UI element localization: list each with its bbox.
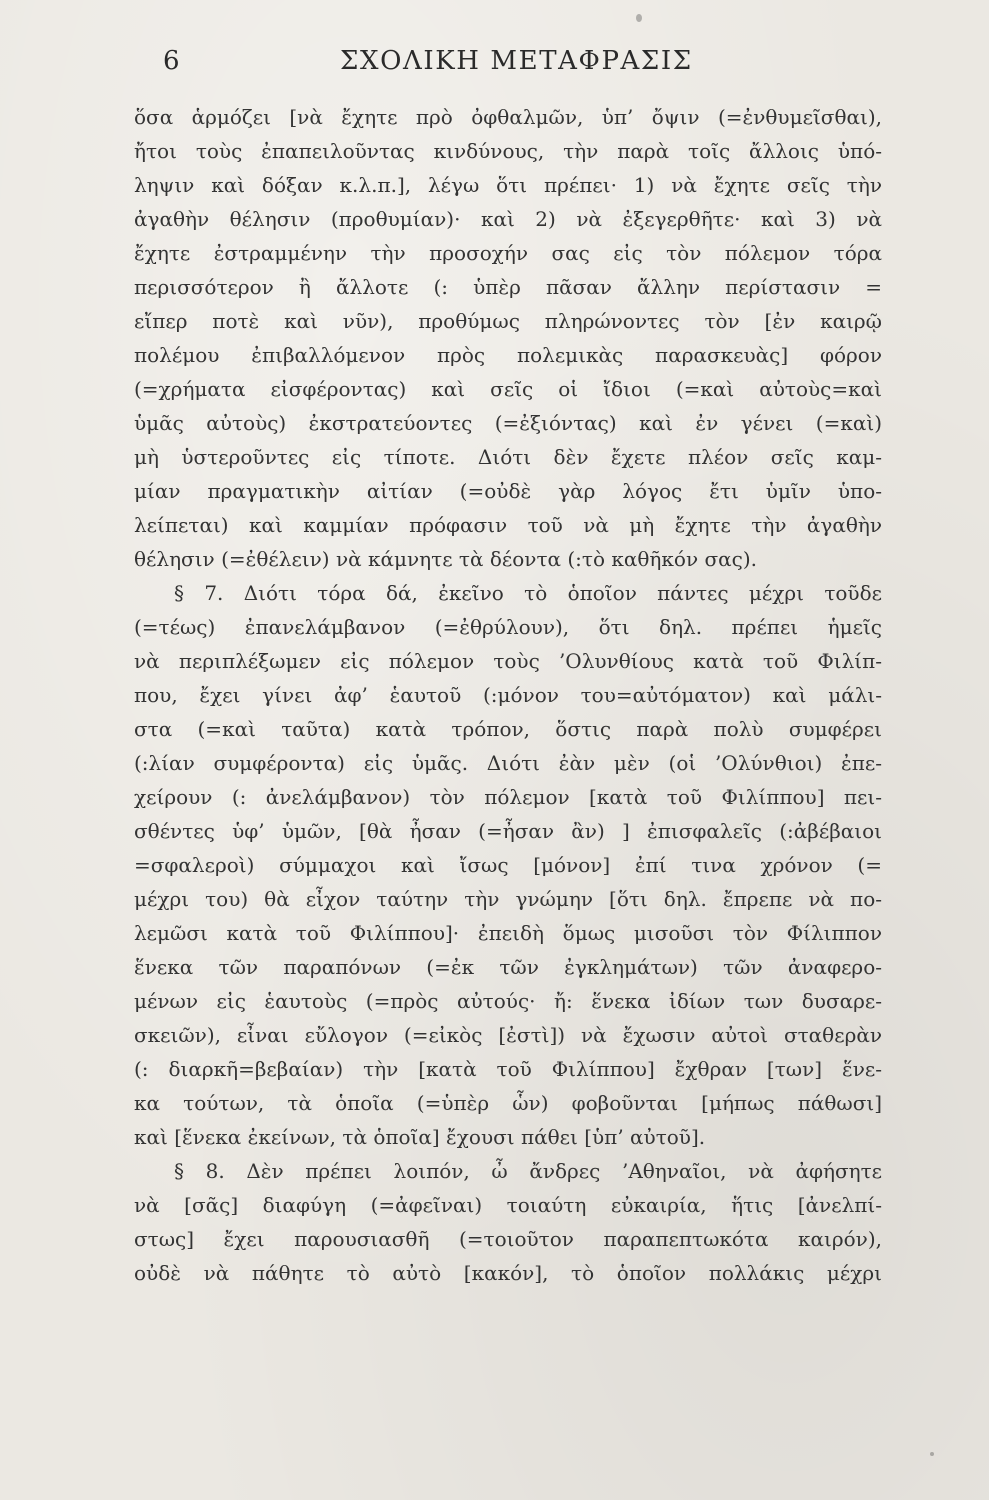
text-line: ὑμᾶς αὐτοὺς) ἐκστρατεύοντες (=ἐξιόντας) καὶ ἐν γένει (=καὶ) <box>134 411 882 435</box>
page-number: 6 <box>163 46 181 76</box>
text-line: σκειῶν), εἶναι εὔλογον (=εἰκὸς [ἐστὶ]) νὰ ἔχωσιν αὐτοὶ σταθερὰν <box>134 1023 882 1047</box>
text-line: ἕνεκα τῶν παραπόνων (=ἐκ τῶν ἐγκλημάτων) τῶν ἀναφερο- <box>134 955 882 979</box>
text-line: (:λίαν συμφέροντα) εἰς ὑμᾶς. Διότι ἐὰν μὲν (οἱ ’Ολύνθιοι) ἐπε- <box>134 751 882 775</box>
body-text <box>134 100 882 1290</box>
text-line: λεμῶσι κατὰ τοῦ Φιλίππου]· ἐπειδὴ ὅμως μισοῦσι τὸν Φίλιππον <box>134 921 882 945</box>
text-line: μὴ ὑστεροῦντες εἰς τίποτε. Διότι δὲν ἔχετε πλέον σεῖς καμ- <box>134 445 882 469</box>
text-line: ἀγαθὴν θέλησιν (προθυμίαν)· καὶ 2) νὰ ἐξεγερθῆτε· καὶ 3) νὰ <box>134 207 882 231</box>
text-line: (: διαρκῆ=βεβαίαν) τὴν [κατὰ τοῦ Φιλίππου] ἔχθραν [των] ἕνε- <box>134 1057 882 1081</box>
text-line: καὶ [ἕνεκα ἐκείνων, τὰ ὁποῖα] ἔχουσι πάθει [ὑπ’ αὐτοῦ]. <box>134 1125 706 1149</box>
text-line: χείρουν (: ἀνελάμβανον) τὸν πόλεμον [κατὰ τοῦ Φιλίππου] πει- <box>134 785 882 809</box>
text-line: ἤτοι τοὺς ἐπαπειλοῦντας κινδύνους, τὴν παρὰ τοῖς ἄλλοις ὑπό- <box>134 139 882 163</box>
text-line: =σφαλεροὶ) σύμμαχοι καὶ ἴσως [μόνον] ἐπί τινα χρόνον (= <box>134 853 882 877</box>
text-line: ἔχητε ἐστραμμένην τὴν προσοχήν σας εἰς τὸν πόλεμον τόρα <box>134 241 882 265</box>
page-header <box>0 44 989 84</box>
text-line: στα (=καὶ ταῦτα) κατὰ τρόπον, ὅστις παρὰ πολὺ συμφέρει <box>134 717 882 741</box>
text-line: θέλησιν (=ἐθέλειν) νὰ κάμνητε τὰ δέοντα (:τὸ καθῆκόν σας). <box>134 547 757 571</box>
text-line: ληψιν καὶ δόξαν κ.λ.π.], λέγω ὅτι πρέπει· 1) νὰ ἔχητε σεῖς τὴν <box>134 173 882 197</box>
text-line: μένων εἰς ἑαυτοὺς (=πρὸς αὐτούς· ἤ: ἕνεκα ἰδίων των δυσαρε- <box>134 989 882 1013</box>
text-line: οὐδὲ νὰ πάθητε τὸ αὐτὸ [κακόν], τὸ ὁποῖον πολλάκις μέχρι <box>134 1261 882 1285</box>
section-line: § 8. Δὲν πρέπει λοιπόν, ὦ ἄνδρες ’Αθηναῖοι, νὰ ἀφήσητε <box>174 1159 882 1183</box>
scan-speck <box>636 14 642 22</box>
text-line: εἴπερ ποτὲ καὶ νῦν), προθύμως πληρώνοντες τὸν [ἐν καιρῷ <box>134 309 882 333</box>
text-line: μίαν πραγματικὴν αἰτίαν (=οὐδὲ γὰρ λόγος ἔτι ὑμῖν ὑπο- <box>134 479 882 503</box>
section-line: § 7. Διότι τόρα δά, ἐκεῖνο τὸ ὁποῖον πάντες μέχρι τοῦδε <box>174 581 882 605</box>
scan-speck <box>930 1452 934 1456</box>
text-line: στως] ἔχει παρουσιασθῆ (=τοιοῦτον παραπεπτωκότα καιρόν), <box>134 1227 882 1251</box>
text-line: περισσότερον ἢ ἄλλοτε (: ὑπὲρ πᾶσαν ἄλλην περίστασιν = <box>134 275 882 299</box>
text-line: κα τούτων, τὰ ὁποῖα (=ὑπὲρ ὧν) φοβοῦνται [μήπως πάθωσι] <box>134 1091 882 1115</box>
text-line: μέχρι του) θὰ εἶχον ταύτην τὴν γνώμην [ὅτι δηλ. ἔπρεπε νὰ πο- <box>134 887 882 911</box>
running-title: ΣΧΟΛΙΚΗ ΜΕΤΑΦΡΑΣΙΣ <box>340 46 693 76</box>
text-line: σθέντες ὑφ’ ὑμῶν, [θὰ ἦσαν (=ἦσαν ἂν) ] ἐπισφαλεῖς (:ἀβέβαιοι <box>134 819 882 843</box>
text-line: νὰ [σᾶς] διαφύγη (=ἀφεῖναι) τοιαύτη εὐκαιρία, ἥτις [ἀνελπί- <box>134 1193 882 1217</box>
text-line: που, ἔχει γίνει ἀφ’ ἑαυτοῦ (:μόνον του=αὐτόματον) καὶ μάλι- <box>134 683 882 707</box>
text-line: λείπεται) καὶ καμμίαν πρόφασιν τοῦ νὰ μὴ ἔχητε τὴν ἀγαθὴν <box>134 513 882 537</box>
text-line: (=χρήματα εἰσφέροντας) καὶ σεῖς οἱ ἴδιοι (=καὶ αὐτοὺς=καὶ <box>134 377 882 401</box>
text-line: νὰ περιπλέξωμεν εἰς πόλεμον τοὺς ’Ολυνθίους κατὰ τοῦ Φιλίπ- <box>134 649 882 673</box>
text-line: πολέμου ἐπιβαλλόμενον πρὸς πολεμικὰς παρασκευὰς] φόρον <box>134 343 882 367</box>
text-line: (=τέως) ἐπανελάμβανον (=ἐθρύλουν), ὅτι δηλ. πρέπει ἡμεῖς <box>134 615 882 639</box>
text-line: ὅσα ἁρμόζει [νὰ ἔχητε πρὸ ὀφθαλμῶν, ὑπ’ ὄψιν (=ἐνθυμεῖσθαι), <box>134 105 882 129</box>
